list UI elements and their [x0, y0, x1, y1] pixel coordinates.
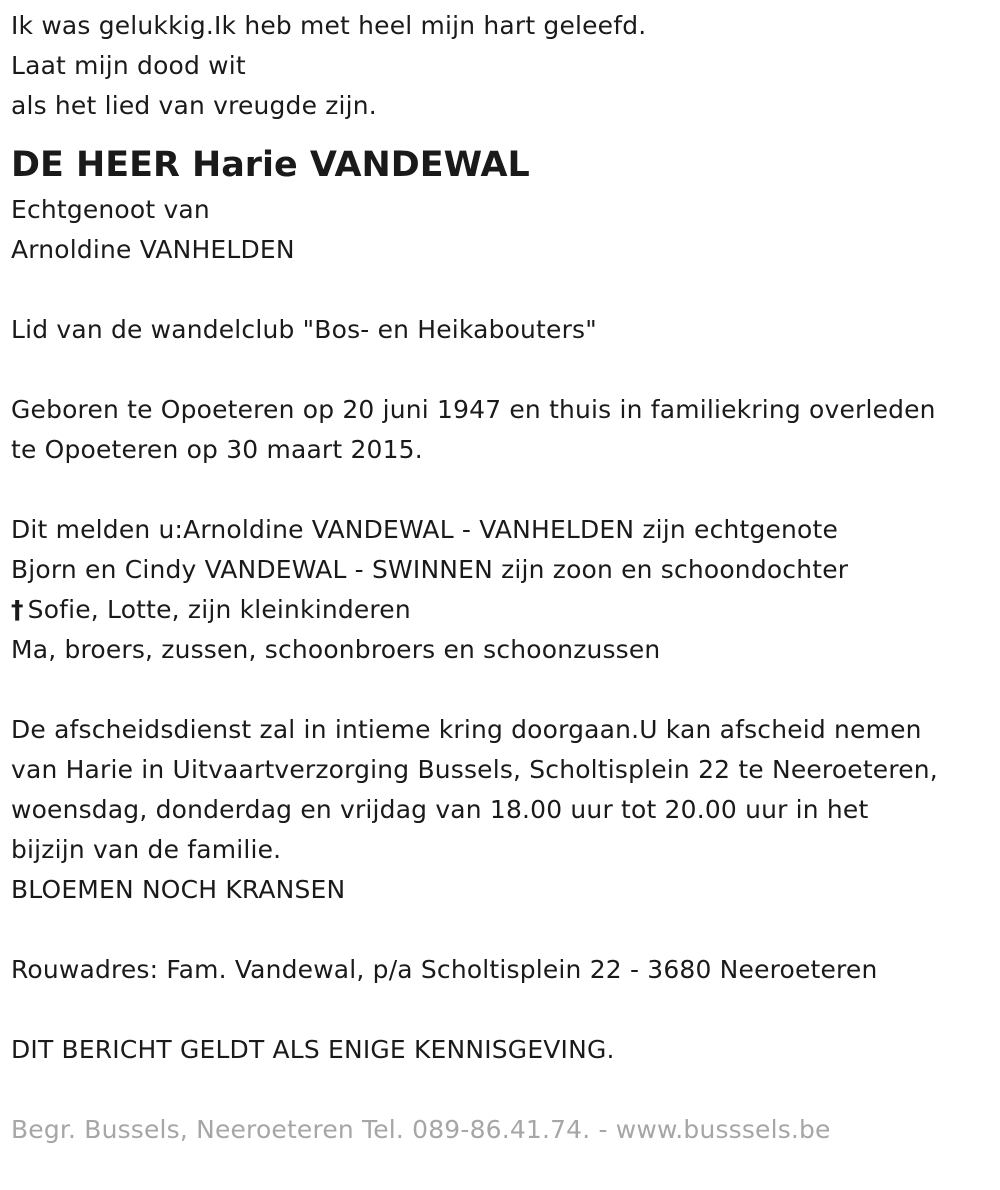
- family-line: Dit melden u:Arnoldine VANDEWAL - VANHELDEN zijn echtgenote: [11, 515, 839, 544]
- birth-death-section: [11, 390, 991, 470]
- poem-line: Ik was gelukkig.Ik heb met heel mijn hart geleefd.: [11, 11, 647, 40]
- poem: [11, 6, 991, 126]
- spouse-name: Arnoldine VANHELDEN: [11, 235, 295, 264]
- birth-death-line: Geboren te Opoeteren op 20 juni 1947 en thuis in familiekring overleden: [11, 395, 936, 424]
- cross-icon: †: [11, 595, 24, 624]
- poem-line: als het lied van vreugde zijn.: [11, 91, 377, 120]
- undertaker-footer: Begr. Bussels, Neeroeteren Tel. 089-86.41.74. - www.busssels.be: [11, 1115, 831, 1144]
- notice-statement: DIT BERICHT GELDT ALS ENIGE KENNISGEVING.: [11, 1035, 615, 1064]
- obituary-notice: [11, 6, 991, 1150]
- grandchildren-text: Sofie, Lotte, zijn kleinkinderen: [27, 595, 411, 624]
- mourning-address: Rouwadres: Fam. Vandewal, p/a Scholtisplein 22 - 3680 Neeroeteren: [11, 955, 878, 984]
- family-line: Bjorn en Cindy VANDEWAL - SWINNEN zijn zoon en schoondochter: [11, 555, 849, 584]
- service-line: woensdag, donderdag en vrijdag van 18.00 uur tot 20.00 uur in het: [11, 795, 869, 824]
- service-section: [11, 710, 991, 910]
- service-line: BLOEMEN NOCH KRANSEN: [11, 875, 346, 904]
- service-line: bijzijn van de familie.: [11, 835, 282, 864]
- membership: Lid van de wandelclub "Bos- en Heikabouters": [11, 315, 597, 344]
- birth-death-line: te Opoeteren op 30 maart 2015.: [11, 435, 423, 464]
- family-section: [11, 510, 991, 670]
- poem-line: Laat mijn dood wit: [11, 51, 246, 80]
- service-line: van Harie in Uitvaartverzorging Bussels, Scholtisplein 22 te Neeroeteren,: [11, 755, 938, 784]
- deceased-name: DE HEER Harie VANDEWAL: [11, 145, 530, 185]
- family-line: [11, 590, 991, 630]
- spouse-intro: Echtgenoot van: [11, 195, 210, 224]
- family-line: Ma, broers, zussen, schoonbroers en schoonzussen: [11, 635, 661, 664]
- service-line: De afscheidsdienst zal in intieme kring doorgaan.U kan afscheid nemen: [11, 715, 922, 744]
